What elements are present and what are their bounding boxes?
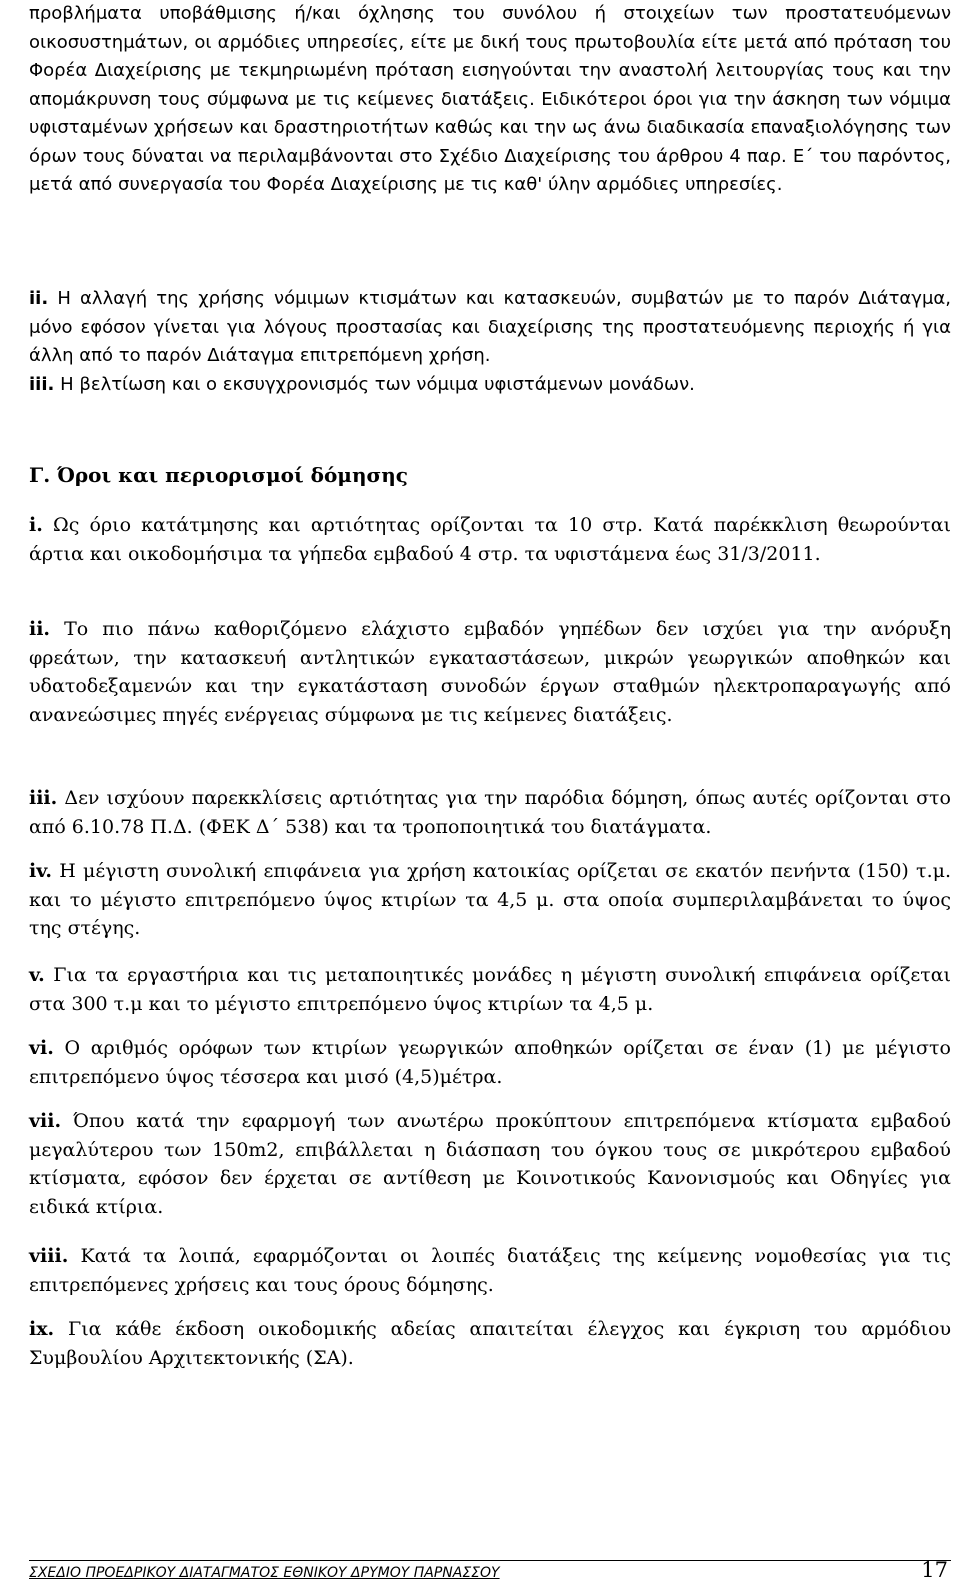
- item-marker: i.: [29, 514, 43, 536]
- list-item: [29, 285, 951, 371]
- item-text: Η μέγιστη συνολική επιφάνεια για χρήση κατοικίας ορίζεται σε εκατόν πενήντα (150) τ.μ. και το μέγιστο επιτρεπόμενο ύψος κτιρίων τα 4,5 μ. στα οποία συμπεριλαμβάνεται το ύψος της στέγης.: [29, 860, 951, 939]
- item-marker: ii.: [29, 288, 49, 309]
- item-marker: vi.: [29, 1037, 54, 1059]
- footer-divider: [29, 1560, 951, 1561]
- item-text: Ως όριο κατάτμησης και αρτιότητας ορίζονται τα 10 στρ. Κατά παρέκκλιση θεωρούνται άρτια και οικοδομήσιμα τα γήπεδα εμβαδού 4 στρ. τα υφιστάμενα έως 31/3/2011.: [29, 514, 951, 565]
- page-number: 17: [921, 1558, 948, 1582]
- item-text: Η βελτίωση και ο εκσυγχρονισμός των νόμιμα υφιστάμενων μονάδων.: [60, 374, 695, 395]
- item-marker: iv.: [29, 860, 52, 882]
- item-text: Για τα εργαστήρια και τις μεταποιητικές μονάδες η μέγιστη συνολική επιφάνεια ορίζεται στα 300 τ.μ και το μέγιστο επιτρεπόμενο ύψος κτιρίων τα 4,5 μ.: [29, 964, 951, 1015]
- list-item: [29, 1242, 951, 1299]
- item-marker: viii.: [29, 1245, 69, 1267]
- item-text: Δεν ισχύουν παρεκκλίσεις αρτιότητας για την παρόδια δόμηση, όπως αυτές ορίζονται στο από 6.10.78 Π.Δ. (ΦΕΚ Δ΄ 538) και τα τροποποιητικά του διατάγματα.: [29, 787, 951, 838]
- list-item: [29, 961, 951, 1018]
- item-text: Για κάθε έκδοση οικοδομικής αδείας απαιτείται έλεγχος και έγκριση του αρμόδιου Συμβουλίου Αρχιτεκτονικής (ΣΑ).: [29, 1318, 951, 1369]
- item-marker: v.: [29, 964, 45, 986]
- list-item: [29, 1034, 951, 1091]
- item-marker: ii.: [29, 618, 51, 640]
- list-item: [29, 615, 951, 729]
- list-item: [29, 1315, 951, 1372]
- item-marker: vii.: [29, 1110, 62, 1132]
- item-text: Ο αριθμός ορόφων των κτιρίων γεωργικών αποθηκών ορίζεται σε έναν (1) με μέγιστο επιτρεπόμενο ύψος τέσσερα και μισό (4,5)μέτρα.: [29, 1037, 951, 1088]
- item-text: Η αλλαγή της χρήσης νόμιμων κτισμάτων και κατασκευών, συμβατών με το παρόν Διάταγμα, μόνο εφόσον γίνεται για λόγους προστασίας και διαχείρισης της προστατευόμενης περιοχής ή για άλλη από το παρόν Διάταγμα επιτρεπόμενη χρήση.: [29, 288, 951, 366]
- item-marker: ix.: [29, 1318, 55, 1340]
- footer-title: ΣΧΕΔΙΟ ΠΡΟΕΔΡΙΚΟΥ ΔΙΑΤΑΓΜΑΤΟΣ ΕΘΝΙΚΟΥ ΔΡΥΜΟΥ ΠΑΡΝΑΣΣΟΥ: [29, 1565, 500, 1581]
- list-item: [29, 1107, 951, 1221]
- list-item: [29, 371, 951, 400]
- paragraph-top: προβλήματα υποβάθμισης ή/και όχλησης του συνόλου ή στοιχείων των προστατευόμενων οικοσυστημάτων, οι αρμόδιες υπηρεσίες, είτε με δική τους πρωτοβουλία είτε μετά από πρόταση του Φορέα Διαχείρισης με τεκμηριωμένη πρόταση εισηγούνται την αναστολή λειτουργίας τους και την απομάκρυνση τους σύμφωνα με τις κείμενες διατάξεις. Ειδικότεροι όροι για την άσκηση των νόμιμα υφισταμένων χρήσεων και δραστηριοτήτων καθώς και την ως άνω διαδικασία επαναξιολόγησης των όρων τους δύναται να περιλαμβάνονται στο Σχέδιο Διαχείρισης του άρθρου 4 παρ. Ε΄ του παρόντος, μετά από συνεργασία του Φορέα Διαχείρισης με τις καθ' ύλην αρμόδιες υπηρεσίες.: [29, 3, 951, 195]
- section-heading: Γ. Όροι και περιορισμοί δόμησης: [29, 463, 408, 487]
- item-text: Όπου κατά την εφαρμογή των ανωτέρω προκύπτουν επιτρεπόμενα κτίσματα εμβαδού μεγαλύτερου των 150m2, επιβάλλεται η διάσπαση του όγκου τους σε μικρότερου εμβαδού κτίσματα, εφόσον δεν έρχεται σε αντίθεση με Κοινοτικούς Κανονισμούς και Οδηγίες για ειδικά κτίρια.: [29, 1110, 951, 1218]
- item-marker: iii.: [29, 787, 58, 809]
- item-text: Το πιο πάνω καθοριζόμενο ελάχιστο εμβαδόν γηπέδων δεν ισχύει για την ανόρυξη φρεάτων, την κατασκευή αντλητικών εγκαταστάσεων, μικρών γεωργικών αποθηκών και υδατοδεξαμενών και την εγκατάσταση συνοδών έργων σταθμών ηλεκτροπαραγωγής από ανανεώσιμες πηγές ενέργειας σύμφωνα με τις κείμενες διατάξεις.: [29, 618, 951, 726]
- list-item: [29, 857, 951, 943]
- item-text: Κατά τα λοιπά, εφαρμόζονται οι λοιπές διατάξεις της κείμενης νομοθεσίας για τις επιτρεπόμενες χρήσεις και τους όρους δόμησης.: [29, 1245, 951, 1296]
- list-item: [29, 511, 951, 568]
- list-item: [29, 784, 951, 841]
- item-marker: iii.: [29, 374, 55, 395]
